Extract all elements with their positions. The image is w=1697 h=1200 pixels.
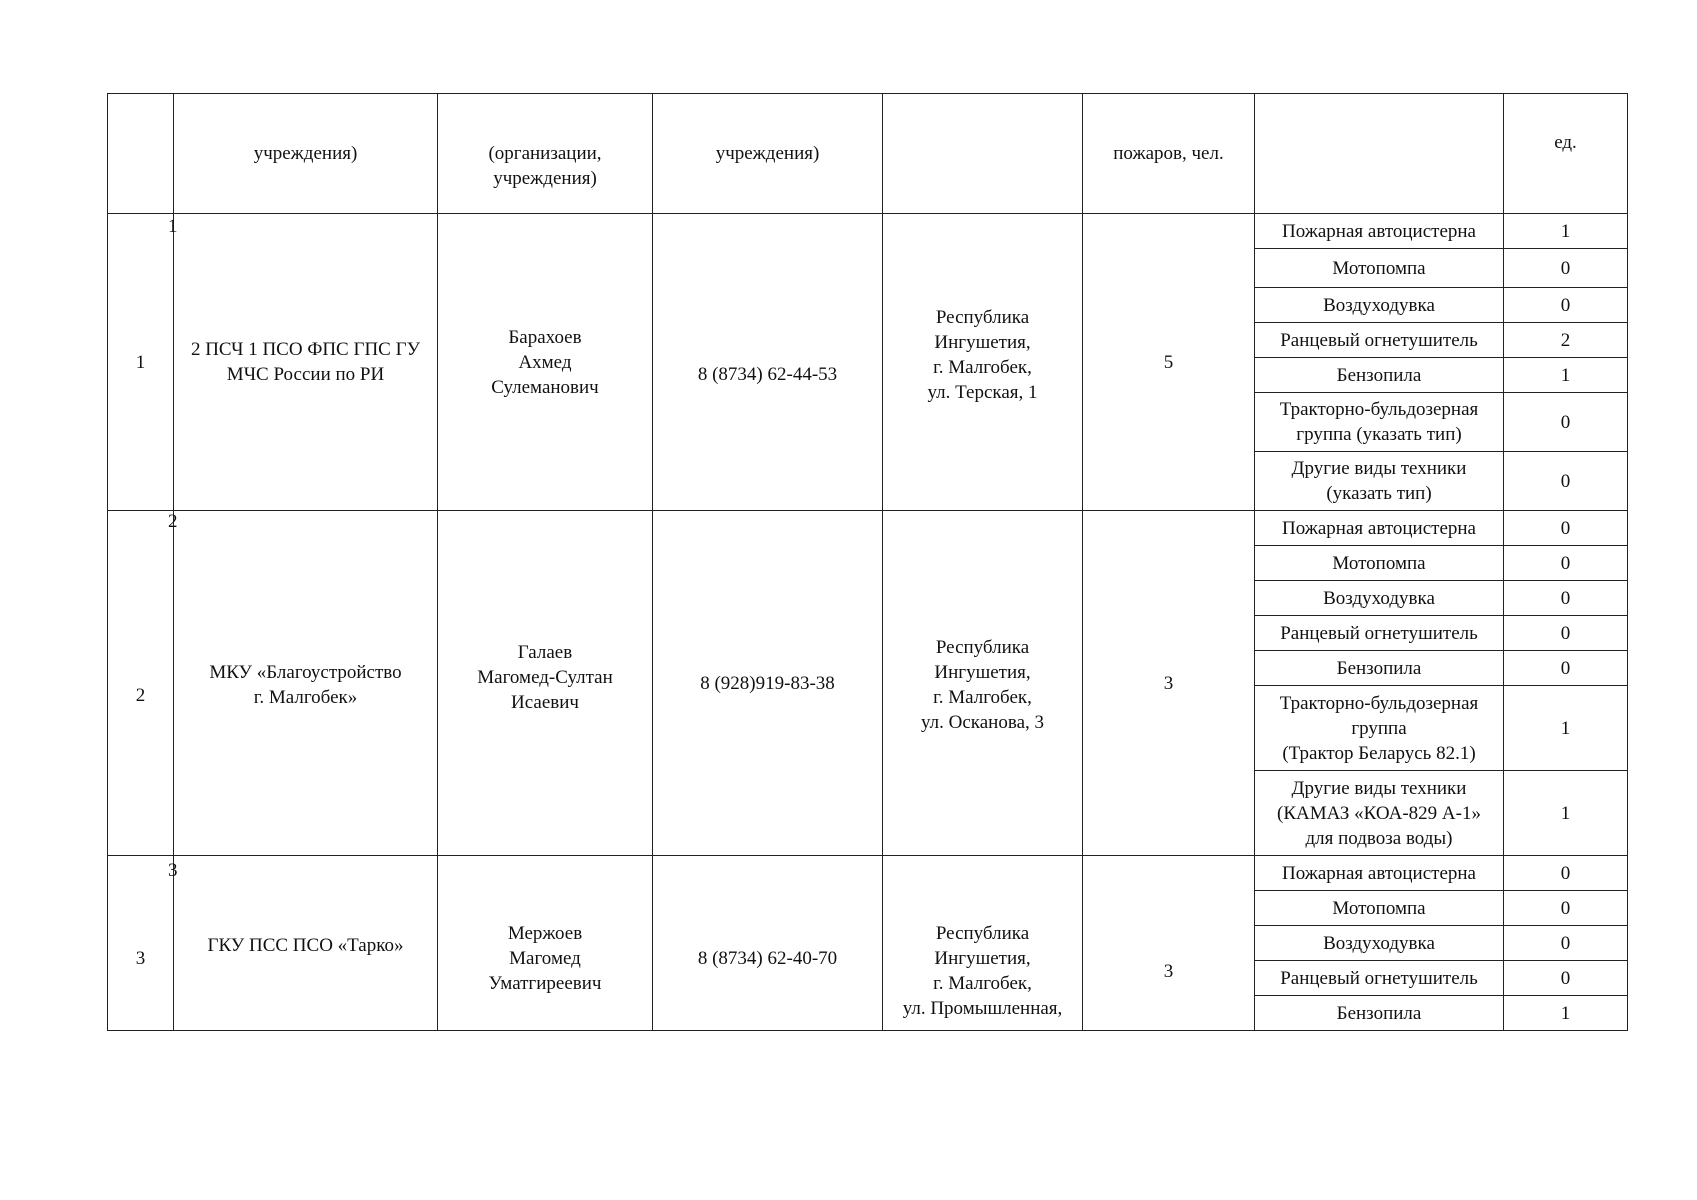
equipment-qty: 0 bbox=[1504, 288, 1628, 323]
equipment-name: Воздуходувка bbox=[1255, 288, 1504, 323]
equipment-qty: 1 bbox=[1504, 214, 1628, 249]
equipment-qty: 0 bbox=[1504, 511, 1628, 546]
header-cell-address bbox=[883, 94, 1083, 214]
equipment-qty: 1 bbox=[1504, 358, 1628, 393]
equipment-qty: 0 bbox=[1504, 856, 1628, 891]
equipment-qty: 0 bbox=[1504, 651, 1628, 686]
equipment-name: Бензопила bbox=[1255, 996, 1504, 1031]
org-name-cell: 2 МКУ «Благоустройство г. Малгобек» bbox=[174, 511, 438, 856]
equipment-qty: 0 bbox=[1504, 926, 1628, 961]
equipment-name: Бензопила bbox=[1255, 651, 1504, 686]
header-cell-org: учреждения) bbox=[174, 94, 438, 214]
equipment-qty: 0 bbox=[1504, 581, 1628, 616]
phone-cell: 8 (928)919-83-38 bbox=[653, 511, 883, 856]
org-index: 1 bbox=[168, 216, 178, 237]
equipment-name: Мотопомпа bbox=[1255, 891, 1504, 926]
equipment-qty: 0 bbox=[1504, 546, 1628, 581]
row-number: 1 bbox=[108, 214, 174, 511]
head-name-cell: Мержоев Магомед Уматгиреевич bbox=[438, 856, 653, 1031]
fire-resources-table bbox=[107, 93, 1628, 1031]
equipment-name: Тракторно-бульдозерная группа (Трактор Беларусь 82.1) bbox=[1255, 686, 1504, 771]
staff-count-cell: 3 bbox=[1083, 856, 1255, 1031]
equipment-qty: 1 bbox=[1504, 996, 1628, 1031]
header-cell-head: (организации, учреждения) bbox=[438, 94, 653, 214]
equipment-name: Другие виды техники (КАМАЗ «КОА-829 А-1» для подвоза воды) bbox=[1255, 771, 1504, 856]
head-name-cell: Барахоев Ахмед Сулеманович bbox=[438, 214, 653, 511]
equipment-name: Ранцевый огнетушитель bbox=[1255, 961, 1504, 996]
header-cell-equipment bbox=[1255, 94, 1504, 214]
address-cell: Республика Ингушетия, г. Малгобек, ул. Промышленная, bbox=[883, 856, 1083, 1031]
table-row bbox=[108, 856, 1628, 891]
equipment-name: Другие виды техники (указать тип) bbox=[1255, 452, 1504, 511]
equipment-name: Пожарная автоцистерна bbox=[1255, 856, 1504, 891]
equipment-name: Ранцевый огнетушитель bbox=[1255, 616, 1504, 651]
equipment-qty: 0 bbox=[1504, 249, 1628, 288]
equipment-qty: 0 bbox=[1504, 616, 1628, 651]
table-header-row bbox=[108, 94, 1628, 214]
equipment-name: Мотопомпа bbox=[1255, 546, 1504, 581]
phone-cell: 8 (8734) 62-44-53 bbox=[653, 214, 883, 511]
equipment-name: Мотопомпа bbox=[1255, 249, 1504, 288]
header-cell-qty: ед. bbox=[1504, 94, 1628, 214]
equipment-qty: 0 bbox=[1504, 891, 1628, 926]
equipment-name: Воздуходувка bbox=[1255, 581, 1504, 616]
header-cell-staff: пожаров, чел. bbox=[1083, 94, 1255, 214]
staff-count-cell: 3 bbox=[1083, 511, 1255, 856]
equipment-qty: 2 bbox=[1504, 323, 1628, 358]
header-cell-phone: учреждения) bbox=[653, 94, 883, 214]
equipment-name: Ранцевый огнетушитель bbox=[1255, 323, 1504, 358]
equipment-qty: 0 bbox=[1504, 452, 1628, 511]
equipment-qty: 1 bbox=[1504, 771, 1628, 856]
head-name-cell: Галаев Магомед-Султан Исаевич bbox=[438, 511, 653, 856]
header-cell-num bbox=[108, 94, 174, 214]
org-name-cell: 3 ГКУ ПСС ПСО «Тарко» bbox=[174, 856, 438, 1031]
row-number: 2 bbox=[108, 511, 174, 856]
staff-count-cell: 5 bbox=[1083, 214, 1255, 511]
org-index: 2 bbox=[168, 511, 178, 532]
equipment-name: Бензопила bbox=[1255, 358, 1504, 393]
equipment-name: Пожарная автоцистерна bbox=[1255, 214, 1504, 249]
address-cell: Республика Ингушетия, г. Малгобек, ул. Осканова, 3 bbox=[883, 511, 1083, 856]
phone-cell: 8 (8734) 62-40-70 bbox=[653, 856, 883, 1031]
org-index: 3 bbox=[168, 860, 178, 881]
row-number: 3 bbox=[108, 856, 174, 1031]
org-name-cell: 1 2 ПСЧ 1 ПСО ФПС ГПС ГУ МЧС России по РИ bbox=[174, 214, 438, 511]
table-row bbox=[108, 214, 1628, 249]
equipment-name: Тракторно-бульдозерная группа (указать тип) bbox=[1255, 393, 1504, 452]
equipment-name: Пожарная автоцистерна bbox=[1255, 511, 1504, 546]
equipment-name: Воздуходувка bbox=[1255, 926, 1504, 961]
equipment-qty: 1 bbox=[1504, 686, 1628, 771]
address-cell: Республика Ингушетия, г. Малгобек, ул. Терская, 1 bbox=[883, 214, 1083, 511]
equipment-qty: 0 bbox=[1504, 961, 1628, 996]
equipment-qty: 0 bbox=[1504, 393, 1628, 452]
table-row bbox=[108, 511, 1628, 546]
